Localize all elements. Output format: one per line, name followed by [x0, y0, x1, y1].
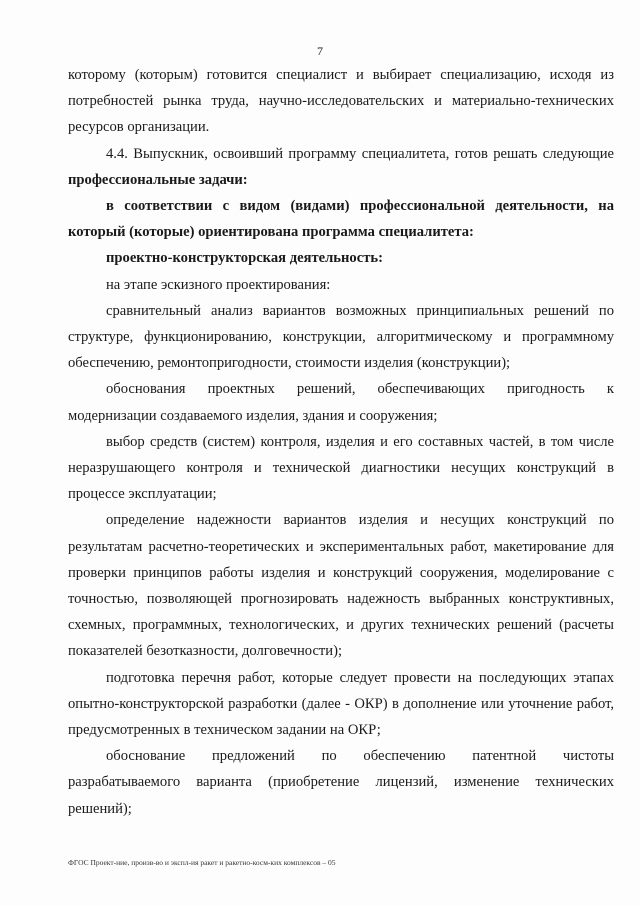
list-item-design-justification: обоснования проектных решений, обеспечивающих пригодность к модернизации создаваемого изделия, здания и сооружения; — [68, 381, 614, 424]
list-item-patent-purity: обоснование предложений по обеспечению патентной чистоты разрабатываемого варианта (приобретение лицензий, изменение технических решений); — [68, 748, 614, 817]
sketch-design-stage: на этапе эскизного проектирования: — [106, 276, 331, 293]
document-body — [68, 62, 614, 822]
design-activity-heading: проектно-конструкторская деятельность: — [106, 250, 383, 267]
paragraph-continuation: которому (которым) готовится специалист и выбирает специализацию, исходя из потребностей рынка труда, научно-исследовательских и материально-технических ресурсов организации. — [68, 67, 614, 136]
activity-type-heading: в соответствии с видом (видами) профессиональной деятельности, на который (которые) ориентирована программа специалитета: — [68, 198, 614, 241]
list-item-work-list: подготовка перечня работ, которые следует провести на последующих этапах опытно-конструкторской разработки (далее - ОКР) в дополнение или уточнение работ, предусмотренных в техническом задании на ОКР; — [68, 669, 614, 739]
professional-tasks-heading: профессиональные задачи: — [68, 171, 248, 188]
page-number: 7 — [317, 44, 323, 58]
list-item-control-means: выбор средств (систем) контроля, изделия и его составных частей, в том числе неразрушающего контроля и технической диагностики несущих конструкций в процессе эксплуатации; — [68, 433, 614, 503]
list-item-reliability: определение надежности вариантов изделия и несущих конструкций по результатам расчетно-теоретических и экспериментальных работ, макетирование для проверки принципов работы изделия и конструкций сооружения, моделирование с точностью, позволяющей прогнозировать надежность выбранных конструктивных, схемных, программных, технологических, и других технических решений (расчеты показателей безотказности, долговечности); — [68, 512, 614, 660]
paragraph-4-4 — [68, 141, 614, 193]
list-item-comparative-analysis: сравнительный анализ вариантов возможных принципиальных решений по структуре, функционированию, конструкции, алгоритмическому и программному обеспечению, ремонтопригодности, стоимости изделия (конструкции); — [68, 302, 614, 372]
page-footer: ФГОС Проект-ние, произв-во и экспл-ия ракет и ракетно-косм-ких комплексов – 05 — [68, 858, 336, 867]
paragraph-4-4-text: 4.4. Выпускник, освоивший программу специалитета, готов решать следующие — [106, 145, 614, 162]
